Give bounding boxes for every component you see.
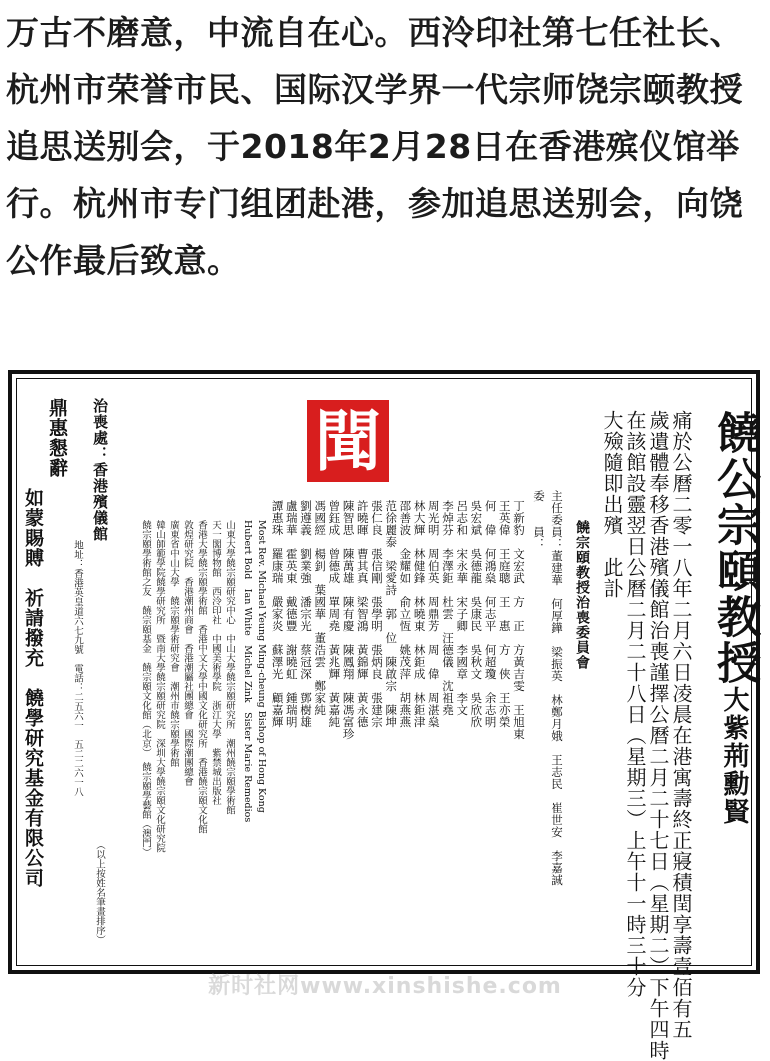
committee-member-column: 何 偉 何鴻燊 何志平 何超瓊 余志明 xyxy=(483,500,498,728)
committee-member-column: 譚惠珠 羅康瑞 嚴家炎 蘇澤光 顧嘉輝 xyxy=(270,500,285,728)
committee-member-column: 周光明 周伯英 周鼎芳 周 偉 周湛燊 xyxy=(426,500,441,728)
notice-body-line: 歲遺體奉移香港殯儀館治喪謹擇公曆二月二十七日（星期二）下午四時 xyxy=(646,410,670,1061)
organization-column: 廣東省中山大學 饒宗頤學術研究會 潮州市饒宗頤學術館 xyxy=(168,520,179,767)
notice-body-line: 痛於公曆二零一八年二月六日凌晨在港寓壽終正寢積閏享壽壹佰有五 xyxy=(669,410,693,1040)
intro-paragraph: 万古不磨意，中流自在心。西泠印社第七任社长、杭州市荣誉市民、国际汉学界一代宗师饶宗颐教授追思送别会，于2018年2月28日在香港殡仪馆举行。杭州市专门组团赴港，参加追思送别会，向饶公作最后致意。 xyxy=(6,13,743,280)
deceased-name: 饒公宗頤教授 xyxy=(709,410,760,686)
committee-title: 饒宗頤教授治喪委員會 xyxy=(574,520,590,670)
committee-member-column: 王英偉 王庭聰 王 惠 方 俠 王亦榮 xyxy=(497,500,512,728)
committee-chair-line: 主任委員：董建華 何厚鏵 梁振英 林鄭月娥 王志民 崔世安 李嘉誠 xyxy=(550,490,564,886)
wen-seal-block xyxy=(307,400,389,482)
notice-title xyxy=(702,410,766,826)
sort-footnote: （以上按姓名筆畫排序） xyxy=(94,840,105,945)
committee-member-column: 陳智思 陳萬雄 陳有慶 陳鳳翔 陳馮富珍 xyxy=(341,500,356,740)
committee-member-column: 盧瑞華 霍英東 戴德豐 謝曉虹 鍾瑞明 xyxy=(284,500,299,728)
polite-line-decline-gifts: 鼎惠懇辭 xyxy=(46,398,68,478)
notice-body-line: 大殮隨即出殯 此訃 xyxy=(600,410,624,599)
committee-members-label: 委 員： xyxy=(532,490,546,550)
committee-member-column: 邵善波 金耀如 俞立恆 姚茂萍 胡燕燕 xyxy=(398,500,413,728)
committee-member-column: 呂志和 宋永華 宋子卿 李國章 李文 xyxy=(455,500,470,716)
committee-member-column: 范徐麗泰 梁愛詩 郭 位 陳啟宗 陳坤 xyxy=(384,500,399,728)
committee-member-column: 張仁良 張信剛 張學明 張炳良 張建宗 xyxy=(370,500,384,728)
committee-member-column: 吳宏斌 吳德龍 吳康民 吳秋文 吳欣欣 xyxy=(469,500,484,728)
organization-column: 敦煌研究院 香港潮州商會 香港潮屬社團總會 國際潮團總會 xyxy=(182,520,193,786)
committee-member-column: 馮國經 楊釗 葉國華 董浩雲 鄭家純 xyxy=(313,500,328,716)
funeral-office: 治喪處：香港殯儀館 xyxy=(91,398,109,542)
site-watermark: 新时社网www.xinshishe.com xyxy=(208,974,562,999)
committee-member-column: 許曉暉 曹其真 梁智鴻 黃錦輝 黃永德 xyxy=(355,500,370,728)
committee-member-column: 林大輝 林健鋒 林曉東 林鉅成 林鉅津 xyxy=(412,500,427,728)
polite-line-donation: 如蒙賜賻 祈請撥充 饒學研究基金有限公司 xyxy=(22,488,44,888)
english-name-line: Hubert Bold Ian White Michel Zink Sister Marie Remedios xyxy=(242,520,253,823)
organization-column: 香港大學饒宗頤學術館 香港中文大學中國文化研究所 香港饒宗頤文化館 xyxy=(196,520,207,834)
notice-body-line: 在該館設靈翌日公曆二月二十八日（星期三）上午十一時三十分 xyxy=(623,410,647,998)
english-name-line: Most Rev. Michael Yeung Ming-cheung Bishop of Hong Kong xyxy=(256,520,267,813)
committee-member-column: 李焯芬 李澤鉅 杜雲 汪德儀 沈祖堯 xyxy=(441,500,455,716)
organization-column: 韓山師範學院饒學研究所 暨南大學饒宗頤研究院 深圳大學饒宗頤文化研究院 xyxy=(154,520,165,853)
organization-column: 饒宗頤學術館之友 饒宗頤基金 饒宗頤文化館（北京） 饒宗頤學藝館（澳門） xyxy=(140,520,151,858)
organization-column: 天一閣博物館 西泠印社 中國美術學院 浙江大學 紫禁城出版社 xyxy=(210,520,221,805)
funeral-address: 地址：香港英皇道六七九號 電話：二五六一 五二二六一八 xyxy=(72,540,83,797)
committee-member-column: 丁新豹 文宏武 方 正 方黃吉雯 王旭東 xyxy=(512,500,526,740)
organization-column: 山東大學饒宗頤研究中心 中山大學饒宗頤研究所 潮州饒宗頤學術館 xyxy=(224,520,235,815)
committee-member-column: 劉遵義 劉業強 潘宗光 蔡冠深 鄧樹雄 xyxy=(299,500,313,728)
committee-member-column: 曾鈺成 曾德成 單周堯 黃兆輝 黃嘉純 xyxy=(327,500,342,728)
wen-character: 聞 xyxy=(315,402,381,480)
honour-title: 大紫荊勳賢 xyxy=(719,686,749,826)
